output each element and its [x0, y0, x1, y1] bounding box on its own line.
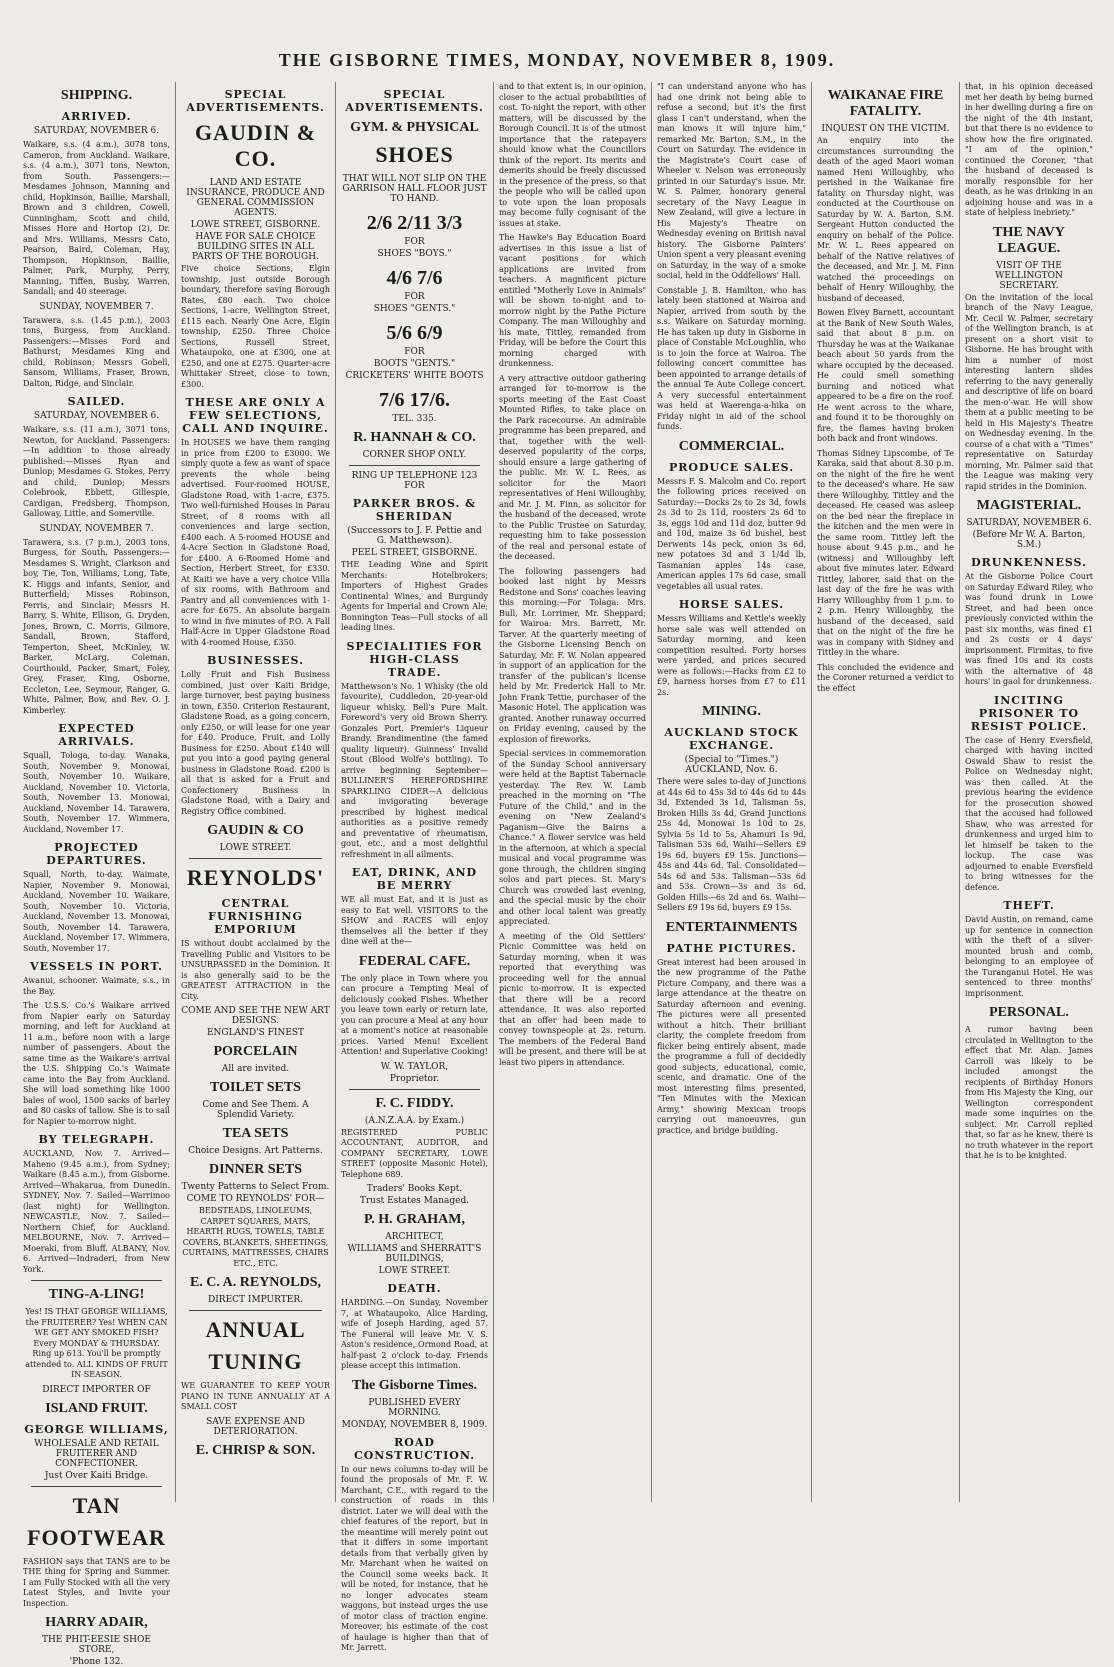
navy-text: On the invitation of the local branch of the Navy League, Mr. Cecil W. Palmer, secretary of the Wellington branch, is at present on a short visit to Gisborne. He has brought with him a number of most interesting lantern slides referring to the navy generally and descriptive of life on board the men-o'-war. He will show them at a public meeting to be held in His Majesty's Theatre on Wednesday evening. In the course of a chat with a "Times" representative on Saturday morning, Mr. Palmer said that the League was making very rapid strides in the Dominion. [965, 292, 1093, 491]
news-text-1: that, in his opinion deceased met her death by being burned in her dwelling during a fire on the night of the 4th instant, but that there is no evidence to show how the fire originated. "I am of the opinion," continued the Coroner, "that the husband of deceased is morally responsible for her death, as he was drinking in an adjoining house and was in a state of helpless inebriety." [965, 82, 1093, 217]
cricket-label: CRICKETERS' WHITE BOOTS [345, 371, 484, 381]
horse-text: Messrs Williams and Kettle's weekly horse sale was well attended on Saturday morning, and keen competition resulted. Forty horses were yarded, and prices secured were as follows:—Hacks from £2 to £9, harness horses from £7 to £11 2s. [657, 614, 806, 697]
chrisp-heading: E. CHRISP & SON. [195, 1442, 316, 1458]
shipping-news-text: The U.S.S. Co.'s Waikare arrived from Napier early on Saturday morning, and left for Auckland at 11 a.m., before noon with a large number of passengers. About the same time as the Waikare's arrival the U.S. Shipping Co.'s Waimate came into the Bay from Auckland. She will load something like 1000 bales of wool, 1500 sacks of barley and 80 casks of tallow. She is to sail for Napier to-morrow night. [23, 1001, 170, 1126]
graham-heading: P. H. GRAHAM, [364, 1212, 465, 1227]
gym-heading: GYM. & PHYSICAL [350, 120, 479, 135]
taylor-label: W. W. TAYLOR, [380, 1061, 449, 1072]
dinner-heading: DINNER SETS [209, 1162, 302, 1177]
finest-label: ENGLAND'S FINEST [206, 1028, 305, 1038]
personal-heading: PERSONAL. [989, 1005, 1069, 1020]
parker-text: THE Leading Wine and Spirit Merchants: Hotelbrokers; Importers of Highest Grades Continental Wines, and Burgundy Agents for Imperial and Crown Ale; Bonnington Teas—Full stocks of all leading lines. [341, 560, 488, 632]
george-williams-address: Just Over Kaiti Bridge. [44, 1470, 149, 1481]
pathe-heading: PATHE PICTURES. [666, 941, 797, 955]
fiddy-sub: (A.N.Z.A.A. by Exam.) [364, 1115, 465, 1126]
column-6-waikanae [812, 82, 960, 1502]
drunkenness-text: At the Gisborne Police Court on Saturday Edward Riley, who was found drunk in Lowe Street, and had been once previously convicted within the past six months, was fined £1 and 2s costs or 4 days' imprisonment. Firmitas, to five was fined 10s and its costs with the alternative of 48 hours' in gaol for drunkenness. [965, 572, 1093, 686]
tan-heading: TAN [72, 1492, 121, 1518]
expected-arrivals-text: Squall, Tologa, to-day. Wanaka, South, November 9. Monowai, South, November 10. Waikare, Auckland, November 10. Victoria, South, November 13. Monowai, Auckland, November 14. Tarawera, South, November 17. Wimmera, Auckland, November 17. [23, 751, 170, 834]
sailed-sunday-text: Tarawera, s.s. (7 p.m.), 2003 tons, Burgess, for South. Passengers:—Mesdames S. Wright, Clarkson and boy, Tie, Ton, Williams, Long, Tate, K. Higgs and infants, Senior, and Butterfield; Misses Robinson, Ferris, and Sinclair; Messrs H. Barry, S. White, Ellison, G. Dryden, Jones, Brown, C. Morris, Gilmore, Sandall, Brown, Stafford, Temperton, Sheet, McKinley, W. Barker, McLarg, Coleman, Courthould, Packer, Smart, Foley, Grey, Fraser, King, Osborne, Eccleton, Lee, Seymour, Ranger, G. White, Palmer, Bow, and Rev. O. J. Kimberley. [23, 537, 170, 715]
drunkenness-heading: DRUNKENNESS. [971, 556, 1087, 569]
arrived-heading: ARRIVED. [61, 110, 132, 123]
tel-label: TEL. 335. [392, 414, 437, 424]
telegraph-text: AUCKLAND, Nov. 7. Arrived—Maheno (9.45 a.m.), from Sydney; Waikare (8.45 a.m.), from Gisborne. Arrived—Whakarua, from Dunedin. SYDNEY, Nov. 7. Sailed—Warrimoo (last night) for Wellington. NEWCASTLE, Nov. 7. Sailed—Northern Chief, for Auckland. MELBOURNE, Nov. 7. Arrived—Moeraki, from Bluff. ALBANY, Nov. 6. Arrived—Indraderi, from New York. [23, 1149, 170, 1274]
tuning-heading: TUNING [208, 1349, 303, 1374]
expected-arrivals-heading: EXPECTED ARRIVALS. [58, 722, 135, 748]
price-gents: 4/6 7/6 [386, 267, 443, 289]
masthead [0, 0, 1114, 74]
harry-adair-heading: HARRY ADAIR, [45, 1615, 148, 1630]
waikanae-text-3: Thomas Sidney Lipscombe, of Te Karaka, said that about 8.30 p.m. on the night of the fire he went to the deceased's whare. He saw there Willoughby, Tittley and the deceased. He ceased was asleep on the bed near the fireplace in the kitchen and the men were in the same room. Tittley left the house about 9.45 p.m., and he (witness) and Willoughby left about five minutes later. Edward Tittley, laborer, said that on the last day of the fire he was with Harry Willoughby from 1 p.m. to 2 p.m. Henry Willoughby, the husband of the deceased, said that on the night of the fire he was in company with Sidney and Tittley in the whare. [817, 448, 954, 657]
divider [189, 1310, 322, 1311]
porcelain-heading: PORCELAIN [213, 1044, 298, 1059]
produce-text: Messrs F. S. Malcolm and Co. report the following prices received on Saturday:—Docks 2s to 2s 3d, fowls 2s 3d to 2s 11d, roosters 2s 6d to 3s, eggs 10d and 11d doz, butter 9d and 10d, maize 3s 6d bushel, best Derwents 14s peck, onion 3s 6d, new potatoes 3d and 3 1/4d lb, Tasmanian apples 14s case, American apples 17s 6d case, small vegetables all usual rates. [657, 476, 806, 591]
horse-heading: HORSE SALES. [678, 598, 785, 611]
ec-reynolds-heading: E. C. A. REYNOLDS, [189, 1275, 322, 1290]
death-heading: DEATH. [387, 1282, 442, 1295]
magisterial-date: SATURDAY, NOVEMBER 6. [966, 518, 1092, 528]
federal-text: The only place in Town where you can procure a Tempting Meal of deliciously cooked Fishes. Whether you leave town early or return late, you can procure a Meal at any hour at a moment's notice at reasonable prices. Varied Menu! Excellent Attention! and Superlative Cooking! [341, 973, 488, 1056]
stock-text: There were sales to-day of Junctions at 44s 6d to 45s 3d to 44s 6d to 44s 3d, Extended 3s 1d, Talisman 5s, Broken Hills 3s 4d, Grand Junctions 25s 4d, Monowai 1s 10d to 2s, Sylvia 5s 1d to 5s, Ahamuri 1s 9d, Talisman 53s 6d, Waihi—Sellers £9 19s 6d, buyers £9 15s. Junctions—45s and 44s 6d. Tal. Consolidated—54s 6d and 53s. Talisman—53s 6d and 53s. Crown—3s and 3s 6d. Golden Hills—6s 2d and 6s. Waihi—Sellers £9 19s 6d, buyers £9 15s. [657, 777, 806, 912]
waikanae-text-1: An enquiry into the circumstances surrounding the death of the aged Maori woman named Heni Willoughby, who perished in the Waikanae fire fatality on Thursday night, was conducted at the Courthouse on Saturday by W. A. Barton, S.M. Sergeant Hutton conducted the enquiry on behalf of the Police. Mr. W. L. Rees appeared on behalf of the Native relatives of the deceased, and Mr. J. M. Finn watched the proceedings on behalf of Henry Willoughby, the husband of deceased. [817, 136, 954, 303]
federal-heading: FEDERAL CAFE. [358, 953, 471, 969]
police-text: The case of Henry Eversfield, charged with having incited Oswald Shaw to resist the Police on Wednesday night, was then called. At the previous hearing the evidence for the prosecution showed that the accused had followed Shaw, who was arrested for drunkenness and urged him to let himself be taken to the lockup. The case was adjourned to enable Eversfield to bring witnesses for the defence. [965, 735, 1093, 892]
reynolds-sub: CENTRAL FURNISHING EMPORIUM [208, 897, 303, 936]
traders-label: Traders' Books Kept. [366, 1184, 463, 1194]
column-1-shipping [18, 82, 176, 1667]
gaudin-have: HAVE FOR SALE CHOICE BUILDING SITES IN ALL PARTS OF THE BOROUGH. [192, 232, 319, 262]
column-7-navy [960, 82, 1098, 1502]
slip-text: THAT WILL NOT SLIP ON THE GARRISON HALL FLOOR JUST TO HAND. [342, 174, 487, 204]
vessels-heading: VESSELS IN PORT. [30, 960, 163, 973]
pathe-text: Great interest had been aroused in the new programme of the Pathe Picture Company, and there was a large attendance at the theatre on Saturday afternoon and evening. The pictures were all presented without a hitch. Their brilliant clarity, the complete freedom from flicker being entirely absent, made the programme a full of decidedly good subjects, educational, comic, scenic, and dramatic. One of the most interesting films presented, "Ten Minutes with the Mexican Army," showing Mexican troops carrying out manoeuvres, gun practice, and bridge building. [657, 957, 806, 1135]
annual-heading: ANNUAL [205, 1317, 306, 1342]
footwear-heading: FOOTWEAR [27, 1524, 166, 1550]
sailed-text: Waikare, s.s. (11 a.m.), 3071 tons, Newton, for Auckland. Passengers:—In addition to those already published:—Misses Ryan and Dunlop; Mesdames G. Stokes, Perry and child, Dunlop; Messrs Colebrook, Ebbett, Gillespie, Cardigan, Fredsberg, Thompson, Galloway, Little, and Somerville. [23, 425, 170, 518]
fiddy-text: REGISTERED PUBLIC ACCOUNTANT, AUDITOR, and COMPANY SECRETARY, LOWE STREET (opposite Masonic Hotel), Telephone 689. [341, 1127, 488, 1179]
news-text-5: Special services in commemoration of the Sunday School anniversary were held at the Baptist Tabernacle yesterday. The Rev. W. Lamb preached in the morning on "The Future of the Child," and in the evening on "New Zealand's Paganism—Give the Bairns a Chance." A flower service was held in the afternoon, at which a special musical and vocal programme was gone through, the children singing solos and part pieces. St. Mary's Church was crowded last evening, and the special music by the choir and other local talent was greatly appreciated. [499, 749, 646, 926]
for-label: FOR [404, 292, 425, 302]
eat-text: WE all must Eat, and it is just as easy to Eat well. VISITORS to the SHOW and RACES will enjoy themselves all the better if they dine well at the— [341, 895, 488, 946]
dinner-sub: Twenty Patterns to Select From. [181, 1182, 330, 1192]
news-text-3: A very attractive outdoor gathering arranged for to-morrow is the sports meeting of the East Coast Mounted Rifles, to take place on the Park racecourse. An admirable programme has been prepared, and that, together with the well-deserved popularity of the corps, should ensure a large gathering of the public. Mr. W. L. Rees, as solicitor for the Maori representatives of Heni Willoughby, and Mr. J. M. Finn, as solicitor for the husband of the deceased, wrote to the Public Trustee on Saturday, requesting him to take possession of the real and personal estate of the deceased. [499, 373, 646, 561]
waikanae-text-4: This concluded the evidence and the Coroner returned a verdict to the effect [817, 662, 954, 693]
eat-heading: EAT, DRINK, AND BE MERRY [351, 866, 478, 892]
divider [349, 465, 480, 466]
date-label: MONDAY, NOVEMBER 8, 1909. [341, 1419, 488, 1430]
police-heading: INCITING PRISONER TO RESIST POLICE. [970, 693, 1088, 733]
divider [189, 858, 322, 859]
mining-heading: MINING. [702, 704, 761, 719]
gaudin-text: Five choice Sections, Elgin township, just outside Borough boundary, therefore saving Borough Rates, £80 each. Two choice Sections, 1-acre, Wellington Street, £115 each. Nearly One Acre, Elgin township, £250. Three Choice Sections, Russell Street, Whataupoko, one at £300, one at £250, and one at £275. Quarter-acre Whittaker Street, close to town, £300. [181, 264, 330, 389]
specialities-heading: SPECIALITIES FOR HIGH-CLASS TRADE. [346, 639, 483, 679]
divider [349, 1089, 480, 1090]
toilet-sub: Come and See Them. A Splendid Variety. [202, 1100, 309, 1120]
bedsteads-text: BEDSTEADS, LINOLEUMS, CARPET SQUARES, MATS, HEARTH RUGS, TOWELS, TABLE COVERS, BLANKETS, SHEETINGS, CURTAINS, MATTRESSES, CHAIRS ETC., ETC. [182, 1206, 329, 1268]
hannah-heading: R. HANNAH & CO. [353, 430, 476, 445]
news-text-1: and to that extent is, in our opinion, closer to the actual probabilities of cost. To-night the report, with other matters, will be discussed by the Borough Council. It is of the utmost importance that the ratepayers should know what the Councillors think of the report. Its merits and demerits should be freely discussed in the presence of the press, so that the people who will be called upon to vote upon the loan proposals may become fully cognisant of the issues at stake. [499, 82, 646, 228]
death-text: HARDING.—On Sunday, November 7, at Whataupoko, Alice Harding, wife of Joseph Harding, aged 57. The Funeral will leave Mr. V. S. Aston's residence, Ormond Road, at half-past 2 o'clock to-day. Friends please accept this intimation. [341, 1298, 488, 1370]
ec-reynolds-sub: DIRECT IMPURTER. [208, 1295, 303, 1305]
taylor-sub: Proprietor. [389, 1073, 440, 1084]
magisterial-heading: MAGISTERIAL. [976, 498, 1082, 513]
tuning-text: WE GUARANTEE TO KEEP YOUR PIANO IN TUNE ANNUALLY AT A SMALL COST [181, 1381, 330, 1411]
shipping-heading: SHIPPING. [60, 88, 133, 103]
ting-a-ling-heading: TING-A-LING! [48, 1287, 145, 1302]
boots-label: BOOTS "GENTS." [373, 359, 456, 369]
news-text-2: The Hawke's Bay Education Board advertises in this issue a list of vacant positions for which applications are invited from teachers. A magnificent picture entitled "Motherly Love in Animals" will be shown to-night and to-morrow night by the Pathe Picture Company. The man Willoughby and his mate, Tittley, remanded from Friday, will be before the Court this morning charged with drunkenness. [499, 233, 646, 368]
produce-heading: PRODUCE SALES. [668, 460, 795, 474]
column-3-ads [336, 82, 494, 1652]
trust-label: Trust Estates Managed. [359, 1196, 470, 1206]
column-2-gaudin [176, 82, 336, 1502]
column-5-commercial [652, 82, 812, 1502]
for-label: FOR [404, 347, 425, 357]
gisborne-times-heading: The Gisborne Times. [351, 1377, 478, 1393]
come-label: COME AND SEE THE NEW ART DESIGNS. [181, 1006, 330, 1026]
gaudin2-address: LOWE STREET. [219, 843, 292, 853]
importer-label: DIRECT IMPORTER OF [42, 1384, 151, 1395]
come-reynolds-label: COME TO REYNOLDS' FOR— [186, 1194, 325, 1204]
divider [31, 1486, 162, 1487]
reynolds-heading: REYNOLDS' [186, 865, 325, 890]
price-boots: 5/6 6/9 [386, 322, 443, 344]
price-boys: 2/6 2/11 3/3 [366, 212, 463, 234]
hannah-sub: CORNER SHOP ONLY. [362, 450, 467, 460]
ring-label: RING UP TELEPHONE 123 FOR [351, 471, 478, 491]
save-label: SAVE EXPENSE AND DETERIORATION. [206, 1416, 305, 1437]
tea-sub: Choice Designs. Art Patterns. [188, 1146, 323, 1156]
fiddy-heading: F. C. FIDDY. [375, 1095, 454, 1111]
island-fruit-heading: ISLAND FRUIT. [45, 1400, 148, 1416]
column-4-news [494, 82, 652, 1502]
gents-label: SHOES "GENTS." [373, 304, 456, 314]
businesses-text: Lolly Fruit and Fish Business combined, just over Kaiti Bridge, large turnover, best paying business in town, £350. Criterion Restaurant, Gladstone Road, as a going concern, only £250, or will lease for one year for £40. Produce, Fruit, and Lolly Business for £250. About £140 will put you into a good paying general business in Gladstone Road. £200 is all that is asked for a Fruit and Confectionery Business in Gladstone Road, with a Dairy and Registry Office combined. [181, 670, 330, 816]
stock-sub: (Special to "Times.") AUCKLAND, Nov. 6. [684, 755, 779, 775]
gaudin-sub: LAND AND ESTATE INSURANCE, PRODUCE AND GENERAL COMMISSION AGENTS. [186, 178, 325, 218]
graham-address: WILLIAMS and SHERRATT'S BUILDINGS, [347, 1244, 482, 1264]
news-text-2: Constable J. B. Hamilton, who has lately been stationed at Wairoa and Napier, arrived from south by the s.s. Waikare on Saturday morning. He has taken up duty in Gisborne in place of Constable McLoughlin, who is to join the force at Wairoa. The following concert committee has been appointed to arrange details of the annual Te Aute College concert. A very successful entertainment was held at Waerenga-a-hika on Friday night in aid of the school funds. [657, 285, 806, 431]
tea-heading: TEA SETS [222, 1126, 289, 1141]
ting-a-ling-text: Yes! IS THAT GEORGE WILLIAMS, the FRUITERER? Yes! WHEN CAN WE GET ANY SMOKED FISH? Every MONDAY & THURSDAY. Ring up 613. You'll be promptly attended to. ALL KINDS OF FRUIT IN SEASON. [25, 1307, 168, 1379]
stock-heading: AUCKLAND STOCK EXCHANGE. [664, 726, 799, 752]
parker-heading: PARKER BROS. & SHERIDAN [352, 497, 477, 523]
gaudin-address: LOWE STREET, GISBORNE. [190, 220, 321, 230]
few-heading: THESE ARE ONLY A FEW SELECTIONS, CALL AND INQUIRE. [182, 396, 329, 435]
sunday-date: SUNDAY, NOVEMBER 7. [39, 301, 154, 312]
harry-adair-phone: 'Phone 132. [69, 1657, 124, 1667]
shoes-heading: SHOES [375, 142, 454, 167]
projected-heading: PROJECTED DEPARTURES. [46, 841, 147, 867]
navy-heading: THE NAVY LEAGUE. [993, 224, 1065, 256]
arrived-text: Waikare, s.s. (4 a.m.), 3078 tons, Cameron, from Auckland. Waikare, s.s. (4 a.m.), 3071 tons, Newton, from South. Passengers:—Mesdames Johnson, Manning and child, Hopkinson, Baillie, Marshall, Brown and 3 children, Cowell, Cunningham, Scott and child, Misses Hore and Hortop (2), Dr. and Mrs. Williams, Messrs Cato, Pearson, Baird, Coleman, Hay, Thompson, Hopkinson, Baillie, Palmer, Park, Murphy, Perry, Manning, Tiffen, Busby, Warren, Sandall; and 40 steerage. [23, 140, 170, 296]
telegraph-heading: BY TELEGRAPH. [38, 1133, 155, 1146]
published-label: PUBLISHED EVERY MORNING. [368, 1397, 461, 1418]
footwear-text: FASHION says that TANS are to be THE thing for Spring and Summer. I am Fully Stocked with all the very Latest Styles, and Invite your Inspection. [23, 1556, 170, 1608]
entertainments-heading: ENTERTAINMENTS [665, 919, 798, 935]
newspaper-page [18, 82, 1098, 1667]
commercial-heading: COMMERCIAL. [678, 438, 785, 454]
sailed-heading: SAILED. [67, 395, 126, 408]
price-cricket: 7/6 17/6. [378, 389, 451, 411]
businesses-heading: BUSINESSES. [207, 654, 304, 667]
waikanae-heading: WAIKANAE FIRE FATALITY. [827, 88, 944, 119]
parker-sub: (Successors to J. F. Pettie and G. Matthewson). [347, 526, 482, 546]
page-title: THE GISBORNE TIMES, MONDAY, NOVEMBER 8, 1909. [278, 50, 836, 70]
graham-sub: ARCHITECT, [385, 1232, 444, 1242]
george-williams-heading: GEORGE WILLIAMS, [24, 1422, 169, 1436]
peel-label: PEEL STREET, GISBORNE. [351, 548, 478, 558]
sunday-text: Tarawera, s.s. (1.45 p.m.), 2003 tons, Burgess, from Auckland. Passengers:—Misses Ford and Bathurst; Mesdames King and child, Robinson; Messrs Gobell, Sansom, Williams, Fraser, Brown, Dalton, Ridge, and Sinclair. [23, 315, 170, 388]
george-williams-sub: WHOLESALE AND RETAIL FRUITERER AND CONFECTIONER. [34, 1438, 159, 1469]
waikanae-text-2: Bowen Elvey Barnett, accountant at the Bank of New South Wales, said that about 8 p.m. on Thursday he was at the Waikanae beach about 50 yards from the whare occupied by the deceased. He could smell something burning and noticed what appeared to be a fire on the roof. He went across to the whare, and found it to be thoroughly on fire, the flames having broken both back and front windows. [817, 308, 954, 443]
inquest-sub: INQUEST ON THE VICTIM. [821, 124, 950, 134]
magisterial-before: (Before Mr W. A. Barton, S.M.) [972, 530, 1086, 550]
news-text-1: "I can understand anyone who has had one drink not being able to refuse a second, but it's the first glass I can't understand, when the man knows it will injure him," remarked Mr. Barton, S.M., in the Court on Saturday. The evidence in the Magistrate's Court case of Wheeler v. Nelson was erroneously printed in our Saturday's issue. Mr. W. S. Palmer, honorary general secretary of the Navy League in New Zealand, will give a lecture in His Majesty's Theatre on Wednesday evening on British naval history. The Gisborne Painters' Union spent a very pleasant evening on Saturday, in the way of a smoke social, held in the Oddfellows' Hall. [657, 82, 806, 280]
personal-text: A rumor having been circulated in Wellington to the effect that Mr. Alan. James Carroll was likely to be included amongst the recipients of Birthday Honors from His Majesty the King, our Wellington correspondent made some inquiries on the subject. Mr. Carroll replied that, so far as he knew, there is no truth whatever in the report that he is to be knighted. [965, 1025, 1093, 1160]
specialities-text: Matthewson's No. 1 Whisky (the old favourite), Cuddledon, 20-year-old liqueur whisky, Bell's Pure Malt. Foreword's very old Brown Sherry. Gonzales Port. Premier's Liqueur Brandy. Brandimentine (the famed quality liqueur). Guinness' Invalid Stout (Blood Wolfe's bottling). To arrive beginning September—BULLINER'S HEREFORDSHIRE SPARKLING CIDER—A delicious and invigorating beverage prescribed by highest medical authorities as a positive remedy and preventative of rheumatism, gout, etc., and a most delightful refreshment in all ailments. [341, 681, 488, 859]
news-text-4: The following passengers had booked last night by Messrs Redstone and Sons' coaches leaving this morning:—For Tolaga: Mrs. Bull, Mr. Lorrimer, Mr. Sheppard; for Wairoa: Mrs. Barrett, Mr. Tarver. At the quarterly meeting of the Gisborne Licensing Bench on Saturday, Mr. F. W. Nolan appeared in support of an application for the transfer of the publican's license held by Mr. Frederick Hall to Mr. John Frank Tettie, purchaser of the Masonic Hotel. The application was granted. Another runaway occurred on Friday evening, caused by the explosion of fireworks. [499, 566, 646, 744]
special-ads-heading: SPECIAL ADVERTISEMENTS. [186, 88, 325, 114]
sailed-date: SATURDAY, NOVEMBER 6. [33, 411, 160, 421]
road-heading: ROAD CONSTRUCTION. [353, 1435, 476, 1462]
navy-sub: VISIT OF THE WELLINGTON SECRETARY. [995, 260, 1063, 291]
special-ads-heading: SPECIAL ADVERTISEMENTS. [345, 88, 484, 114]
few-text: In HOUSES we have them ranging in price from £200 to £3000. We simply quote a few as want of space prevents the whole being advertised. Four-roomed HOUSE, Gladstone Road, with 1-acre, £375. Two well-furnished Houses in Parau Street, of 8 rooms with all conveniences and large section, £400 each. A 5-roomed HOUSE and 4-Acre Section in Gladstone Road, for £400. A 6-Roomed Home and Section, Herbert Street, for £330. At Kaiti we have a very choice Villa of six rooms, with Bathroom and Pantry and all conveniences with 1-acre for £675. An absolute bargain to wind in five minutes of P.O. A Fall Half-Acre in Upper Gladstone Road with 4-roomed House, £350. [181, 438, 330, 647]
boys-label: SHOES "BOYS." [377, 249, 452, 259]
gaudin2-heading: GAUDIN & CO [207, 823, 304, 838]
for-label: FOR [404, 237, 425, 247]
sailed-sunday-date: SUNDAY, NOVEMBER 7. [39, 523, 154, 534]
divider [31, 1280, 162, 1281]
theft-heading: THEFT. [1003, 899, 1055, 912]
theft-text: David Austin, on remand, came up for sentence in connection with the theft of a silver-mounted brush and comb, belonging to an employee of the Turanganui Hotel. He was sentenced to three months' imprisonment. [965, 915, 1093, 998]
arrived-date: SATURDAY, NOVEMBER 6. [33, 126, 160, 136]
graham-street: LOWE STREET. [378, 1266, 451, 1276]
vessels-text: Awanui, schooner. Waimate, s.s., in the Bay. [23, 976, 170, 996]
toilet-heading: TOILET SETS [210, 1080, 301, 1095]
porcelain-sub: All are invited. [221, 1064, 290, 1074]
news-text-6: A meeting of the Old Settlers' Picnic Committee was held on Saturday morning, when it was reported that everything was proceeding well for the annual picnic to-morrow. It is expected that there will be a record attendance. It was also reported that an offer had been made to convey townspeople at 2s. return. The members of the Federal Band will be present, and there will be at least two pipers in attendance. [499, 931, 646, 1067]
road-text: In our news columns to-day will be found the proposals of Mr. F. W. Marchant, C.E., with regard to the construction of roads in this district. Later we will deal with the chief features of the report, but in the meantime will merely point out that it differs in some important details from that verbally given by Mr. Marchant when he waited on the Council some weeks back. It will be noted, for instance, that he no longer advocates steam waggons, but instead urges the use of motor class of traction engine. Moreover, his estimate of the cost of haulage is higher than that of Mr. Jarrett. [341, 1464, 488, 1652]
projected-text: Squall, North, to-day. Waimate, Napier, November 9. Monowai, Auckland, November 10. Waikare, South, November 10. Victoria, Auckland, November 13. Monowai, South, November 14. Tarawera, Auckland, November 17. Wimmera, South, November 17. [23, 870, 170, 953]
gaudin-heading: GAUDIN & CO. [194, 120, 317, 171]
reynolds-text: IS without doubt acclaimed by the Travelling Public and Visitors to be UNSURPASSED in the Dominion. It is also generally said to be the GREATEST ATTRACTION in the City. [181, 939, 330, 1001]
harry-adair-sub: THE PHIT-EESIE SHOE STORE, [42, 1635, 151, 1655]
